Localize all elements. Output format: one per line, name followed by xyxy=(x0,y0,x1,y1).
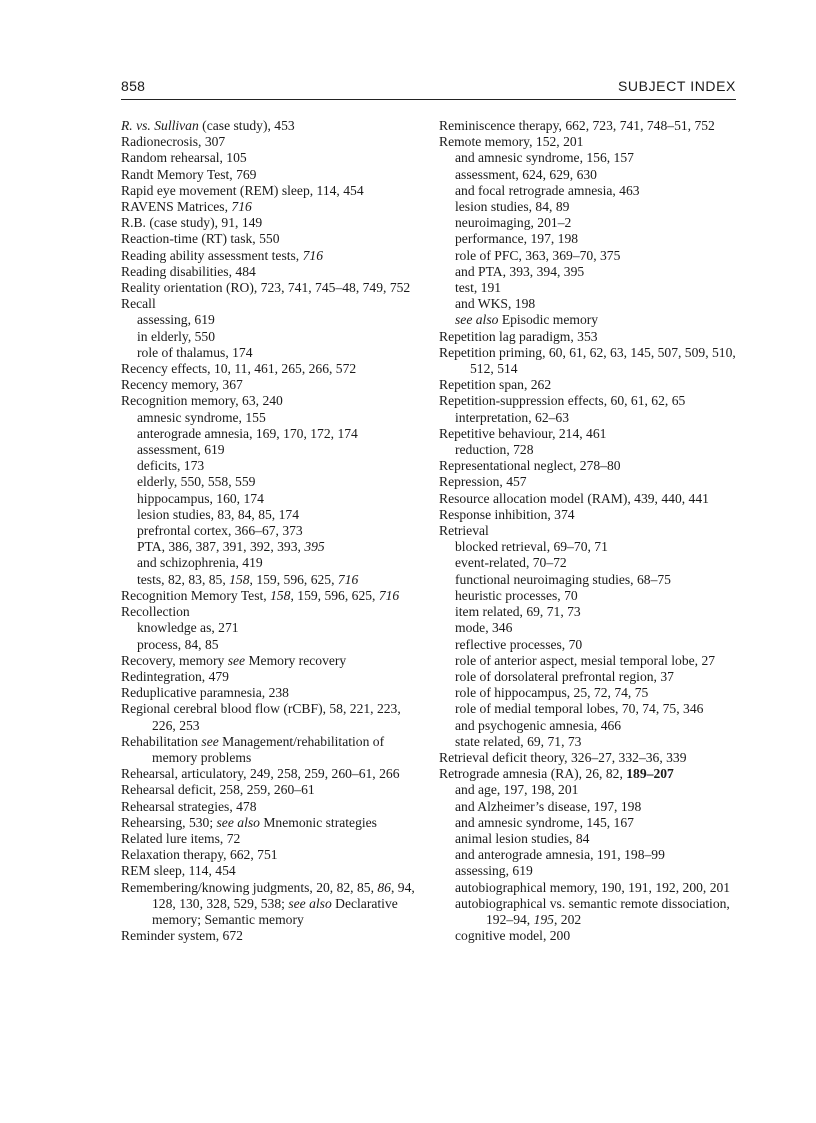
entry-text: RAVENS Matrices, xyxy=(121,199,232,215)
entry-text: role of dorsolateral prefrontal region, 37 xyxy=(455,668,674,684)
index-subentry xyxy=(439,637,739,653)
entry-text: and focal retrograde amnesia, 463 xyxy=(455,182,640,198)
entry-text: Rapid eye movement (REM) sleep, 114, 454 xyxy=(121,182,364,198)
index-subentry xyxy=(121,523,426,539)
entry-text: and amnesic syndrome, 145, 167 xyxy=(455,814,634,830)
index-subentry xyxy=(439,718,739,734)
index-entry xyxy=(439,118,739,134)
index-subentry xyxy=(121,329,426,345)
index-entry xyxy=(121,880,426,929)
entry-text: , 94, 128, 130, 328, 529, 538; xyxy=(152,879,415,911)
entry-text: and PTA, 393, 394, 395 xyxy=(455,263,585,279)
index-column-left xyxy=(121,118,426,944)
index-entry xyxy=(121,393,426,409)
entry-text: Retrieval xyxy=(439,523,489,539)
entry-text: , 202 xyxy=(553,911,582,927)
entry-text: 195 xyxy=(533,911,554,927)
entry-text: Reduplicative paramnesia, 238 xyxy=(121,685,289,701)
index-subentry xyxy=(121,491,426,507)
entry-text: reduction, 728 xyxy=(455,442,534,458)
entry-text: role of medial temporal lobes, 70, 74, 75, 346 xyxy=(455,701,704,717)
entry-text: Rehabilitation xyxy=(121,733,202,749)
index-subentry xyxy=(439,539,739,555)
entry-text: lesion studies, 83, 84, 85, 174 xyxy=(137,506,299,522)
entry-text: blocked retrieval, 69–70, 71 xyxy=(455,539,608,555)
entry-text: Repetition priming, 60, 61, 62, 63, 145, 507, 509, 510, 512, 514 xyxy=(439,344,736,377)
index-subentry xyxy=(439,296,739,312)
entry-text: 86 xyxy=(377,879,391,895)
index-subentry xyxy=(121,539,426,555)
entry-text: Remote memory, 152, 201 xyxy=(439,134,584,150)
index-subentry xyxy=(439,588,739,604)
entry-text: Repetitive behaviour, 214, 461 xyxy=(439,425,607,441)
index-subentry xyxy=(439,782,739,798)
entry-text: role of anterior aspect, mesial temporal lobe, 27 xyxy=(455,652,716,668)
index-subentry xyxy=(121,474,426,490)
entry-text: Mnemonic strategies xyxy=(259,814,377,830)
entry-text: and WKS, 198 xyxy=(455,296,536,312)
index-entry xyxy=(121,685,426,701)
entry-text: see xyxy=(227,652,246,668)
index-subentry xyxy=(439,815,739,831)
entry-text: assessing, 619 xyxy=(455,863,533,879)
entry-text: performance, 197, 198 xyxy=(455,231,579,247)
entry-text: Representational neglect, 278–80 xyxy=(439,458,621,474)
entry-text: in elderly, 550 xyxy=(137,328,216,344)
index-subentry xyxy=(439,928,739,944)
index-entry xyxy=(121,150,426,166)
index-entry xyxy=(121,167,426,183)
entry-text: elderly, 550, 558, 559 xyxy=(137,474,256,490)
index-subentry xyxy=(439,896,739,928)
entry-text: 395 xyxy=(304,539,325,555)
index-subentry xyxy=(439,280,739,296)
entry-text: see also xyxy=(455,312,499,328)
entry-text: Reading disabilities, 484 xyxy=(121,263,256,279)
index-entry xyxy=(121,669,426,685)
entry-text: item related, 69, 71, 73 xyxy=(455,604,581,620)
index-subentry xyxy=(439,231,739,247)
entry-text: Recognition Memory Test, xyxy=(121,587,271,603)
index-subentry xyxy=(439,312,739,328)
index-entry xyxy=(121,799,426,815)
entry-text: assessment, 624, 629, 630 xyxy=(455,166,597,182)
index-subentry xyxy=(439,799,739,815)
index-subentry xyxy=(439,555,739,571)
index-entry xyxy=(121,734,426,766)
index-subentry xyxy=(439,248,739,264)
entry-text: , 159, 596, 625, xyxy=(290,587,379,603)
index-subentry xyxy=(121,410,426,426)
index-entry xyxy=(121,653,426,669)
entry-text: Radionecrosis, 307 xyxy=(121,134,226,150)
entry-text: state related, 69, 71, 73 xyxy=(455,733,582,749)
entry-text: 158 xyxy=(229,571,250,587)
entry-text: 189–207 xyxy=(626,766,674,782)
index-entry xyxy=(121,118,426,134)
entry-text: animal lesion studies, 84 xyxy=(455,830,590,846)
entry-text: Recollection xyxy=(121,604,190,620)
index-entry xyxy=(121,134,426,150)
entry-text: and age, 197, 198, 201 xyxy=(455,782,579,798)
index-subentry xyxy=(121,442,426,458)
index-entry xyxy=(121,588,426,604)
index-entry xyxy=(121,296,426,312)
entry-text: functional neuroimaging studies, 68–75 xyxy=(455,571,671,587)
entry-text: Rehearsal strategies, 478 xyxy=(121,798,257,814)
index-entry xyxy=(121,863,426,879)
entry-text: Recognition memory, 63, 240 xyxy=(121,393,283,409)
index-entry xyxy=(439,393,739,409)
index-subentry xyxy=(121,458,426,474)
entry-text: Reminiscence therapy, 662, 723, 741, 748–51, 752 xyxy=(439,118,715,133)
entry-text: test, 191 xyxy=(455,280,502,296)
entry-text: Management/rehabilitation of memory problems xyxy=(152,733,385,765)
index-subentry xyxy=(439,620,739,636)
entry-text: Redintegration, 479 xyxy=(121,668,229,684)
entry-text: 158 xyxy=(270,587,291,603)
entry-text: Reading ability assessment tests, xyxy=(121,247,303,263)
entry-text: 716 xyxy=(378,587,400,603)
index-entry xyxy=(439,523,739,539)
entry-text: interpretation, 62–63 xyxy=(455,409,570,425)
entry-text: tests, 82, 83, 85, xyxy=(137,571,230,587)
entry-text: and psychogenic amnesia, 466 xyxy=(455,717,622,733)
entry-text: Related lure items, 72 xyxy=(121,830,241,846)
entry-text: R.B. (case study), 91, 149 xyxy=(121,215,263,231)
index-subentry xyxy=(439,880,739,896)
entry-text: Resource allocation model (RAM), 439, 440, 441 xyxy=(439,490,709,506)
index-entry xyxy=(439,329,739,345)
entry-text: 716 xyxy=(302,247,323,263)
index-subentry xyxy=(439,410,739,426)
index-entry xyxy=(121,231,426,247)
index-subentry xyxy=(121,637,426,653)
index-entry xyxy=(121,782,426,798)
index-subentry xyxy=(121,555,426,571)
entry-text: deficits, 173 xyxy=(137,458,205,474)
entry-text: assessment, 619 xyxy=(137,442,225,458)
index-subentry xyxy=(439,199,739,215)
entry-text: see also xyxy=(288,895,332,911)
running-title: SUBJECT INDEX xyxy=(617,78,736,94)
index-subentry xyxy=(439,183,739,199)
index-entry xyxy=(121,377,426,393)
entry-text: REM sleep, 114, 454 xyxy=(121,863,236,879)
entry-text: Remembering/knowing judgments, 20, 82, 85, xyxy=(121,879,378,895)
entry-text: Recency memory, 367 xyxy=(121,377,243,393)
entry-text: process, 84, 85 xyxy=(137,636,219,652)
index-entry xyxy=(121,701,426,733)
index-subentry xyxy=(439,442,739,458)
index-entry xyxy=(121,766,426,782)
entry-text: (case study), 453 xyxy=(198,118,295,133)
index-entry xyxy=(121,280,426,296)
entry-text: anterograde amnesia, 169, 170, 172, 174 xyxy=(137,425,358,441)
index-entry xyxy=(439,766,739,782)
entry-text: Reality orientation (RO), 723, 741, 745–48, 749, 752 xyxy=(121,280,411,296)
index-entry xyxy=(121,928,426,944)
entry-text: Rehearsing, 530; xyxy=(121,814,217,830)
index-entry xyxy=(439,458,739,474)
index-entry xyxy=(439,426,739,442)
index-entry xyxy=(121,183,426,199)
index-entry xyxy=(439,750,739,766)
header-rule xyxy=(121,99,736,100)
entry-text: event-related, 70–72 xyxy=(455,555,567,571)
index-entry xyxy=(121,361,426,377)
index-subentry xyxy=(439,669,739,685)
entry-text: Relaxation therapy, 662, 751 xyxy=(121,847,278,863)
entry-text: see also xyxy=(216,814,260,830)
index-subentry xyxy=(439,685,739,701)
entry-text: Episodic memory xyxy=(498,312,599,328)
entry-text: Repetition span, 262 xyxy=(439,377,552,393)
entry-text: Memory recovery xyxy=(245,652,347,668)
index-entry xyxy=(121,215,426,231)
entry-text: hippocampus, 160, 174 xyxy=(137,490,264,506)
index-subentry xyxy=(439,572,739,588)
index-entry xyxy=(439,507,739,523)
entry-text: 716 xyxy=(337,571,359,587)
entry-text: Repetition-suppression effects, 60, 61, 62, 65 xyxy=(439,393,686,409)
index-subentry xyxy=(439,264,739,280)
entry-text: Recovery, memory xyxy=(121,652,228,668)
index-entry xyxy=(121,847,426,863)
entry-text: Retrograde amnesia (RA), 26, 82, xyxy=(439,766,627,782)
index-column-right xyxy=(439,118,739,944)
entry-text: prefrontal cortex, 366–67, 373 xyxy=(137,523,303,539)
index-entry xyxy=(121,248,426,264)
index-subentry xyxy=(439,863,739,879)
entry-text: PTA, 386, 387, 391, 392, 393, xyxy=(137,539,305,555)
index-subentry xyxy=(439,847,739,863)
entry-text: heuristic processes, 70 xyxy=(455,587,578,603)
index-entry xyxy=(439,345,739,377)
index-entry xyxy=(121,199,426,215)
entry-text: role of PFC, 363, 369–70, 375 xyxy=(455,247,621,263)
index-subentry xyxy=(121,312,426,328)
page-number: 858 xyxy=(121,78,146,94)
entry-text: Repetition lag paradigm, 353 xyxy=(439,328,598,344)
entry-text: autobiographical memory, 190, 191, 192, 200, 201 xyxy=(455,879,731,895)
index-subentry xyxy=(439,150,739,166)
entry-text: and amnesic syndrome, 156, 157 xyxy=(455,150,634,166)
entry-text: Randt Memory Test, 769 xyxy=(121,166,257,182)
entry-text: autobiographical vs. semantic remote dissociation, 192–94, xyxy=(455,895,730,927)
index-entry xyxy=(439,134,739,150)
entry-text: Reaction-time (RT) task, 550 xyxy=(121,231,280,247)
entry-text: knowledge as, 271 xyxy=(137,620,239,636)
index-subentry xyxy=(439,701,739,717)
entry-text: mode, 346 xyxy=(455,620,513,636)
entry-text: assessing, 619 xyxy=(137,312,215,328)
index-entry xyxy=(439,474,739,490)
index-subentry xyxy=(439,167,739,183)
index-entry xyxy=(121,831,426,847)
entry-text: 716 xyxy=(231,199,252,215)
entry-text: Reminder system, 672 xyxy=(121,928,243,944)
index-subentry xyxy=(439,653,739,669)
entry-text: Response inhibition, 374 xyxy=(439,506,575,522)
entry-text: and anterograde amnesia, 191, 198–99 xyxy=(455,847,665,863)
entry-text: , 159, 596, 625, xyxy=(249,571,338,587)
entry-text: Retrieval deficit theory, 326–27, 332–36, 339 xyxy=(439,749,687,765)
entry-text: reflective processes, 70 xyxy=(455,636,583,652)
entry-text: Rehearsal, articulatory, 249, 258, 259, 260–61, 266 xyxy=(121,766,400,782)
entry-text: amnesic syndrome, 155 xyxy=(137,409,266,425)
entry-text: Repression, 457 xyxy=(439,474,527,490)
entry-text: and schizophrenia, 419 xyxy=(137,555,263,571)
index-entry xyxy=(439,377,739,393)
index-entry xyxy=(121,815,426,831)
entry-text: Random rehearsal, 105 xyxy=(121,150,247,166)
index-entry xyxy=(121,264,426,280)
entry-text: and Alzheimer’s disease, 197, 198 xyxy=(455,798,642,814)
entry-text: role of hippocampus, 25, 72, 74, 75 xyxy=(455,685,649,701)
entry-text: role of thalamus, 174 xyxy=(137,344,253,360)
entry-text: lesion studies, 84, 89 xyxy=(455,199,570,215)
index-entry xyxy=(439,491,739,507)
index-subentry xyxy=(439,215,739,231)
index-subentry xyxy=(439,734,739,750)
entry-text: Declarative memory; Semantic memory xyxy=(152,895,398,927)
entry-text: neuroimaging, 201–2 xyxy=(455,215,572,231)
entry-text: cognitive model, 200 xyxy=(455,928,571,944)
entry-text: Rehearsal deficit, 258, 259, 260–61 xyxy=(121,782,315,798)
entry-text: Recall xyxy=(121,296,156,312)
entry-text: Recency effects, 10, 11, 461, 265, 266, 572 xyxy=(121,361,357,377)
index-subentry xyxy=(439,604,739,620)
entry-text: R. vs. Sullivan xyxy=(121,118,199,133)
index-subentry xyxy=(121,572,426,588)
index-subentry xyxy=(121,345,426,361)
index-subentry xyxy=(439,831,739,847)
entry-text: see xyxy=(201,733,219,749)
entry-text: Regional cerebral blood flow (rCBF), 58, 221, 223, 226, 253 xyxy=(121,701,401,733)
index-subentry xyxy=(121,620,426,636)
index-subentry xyxy=(121,507,426,523)
index-entry xyxy=(121,604,426,620)
index-subentry xyxy=(121,426,426,442)
